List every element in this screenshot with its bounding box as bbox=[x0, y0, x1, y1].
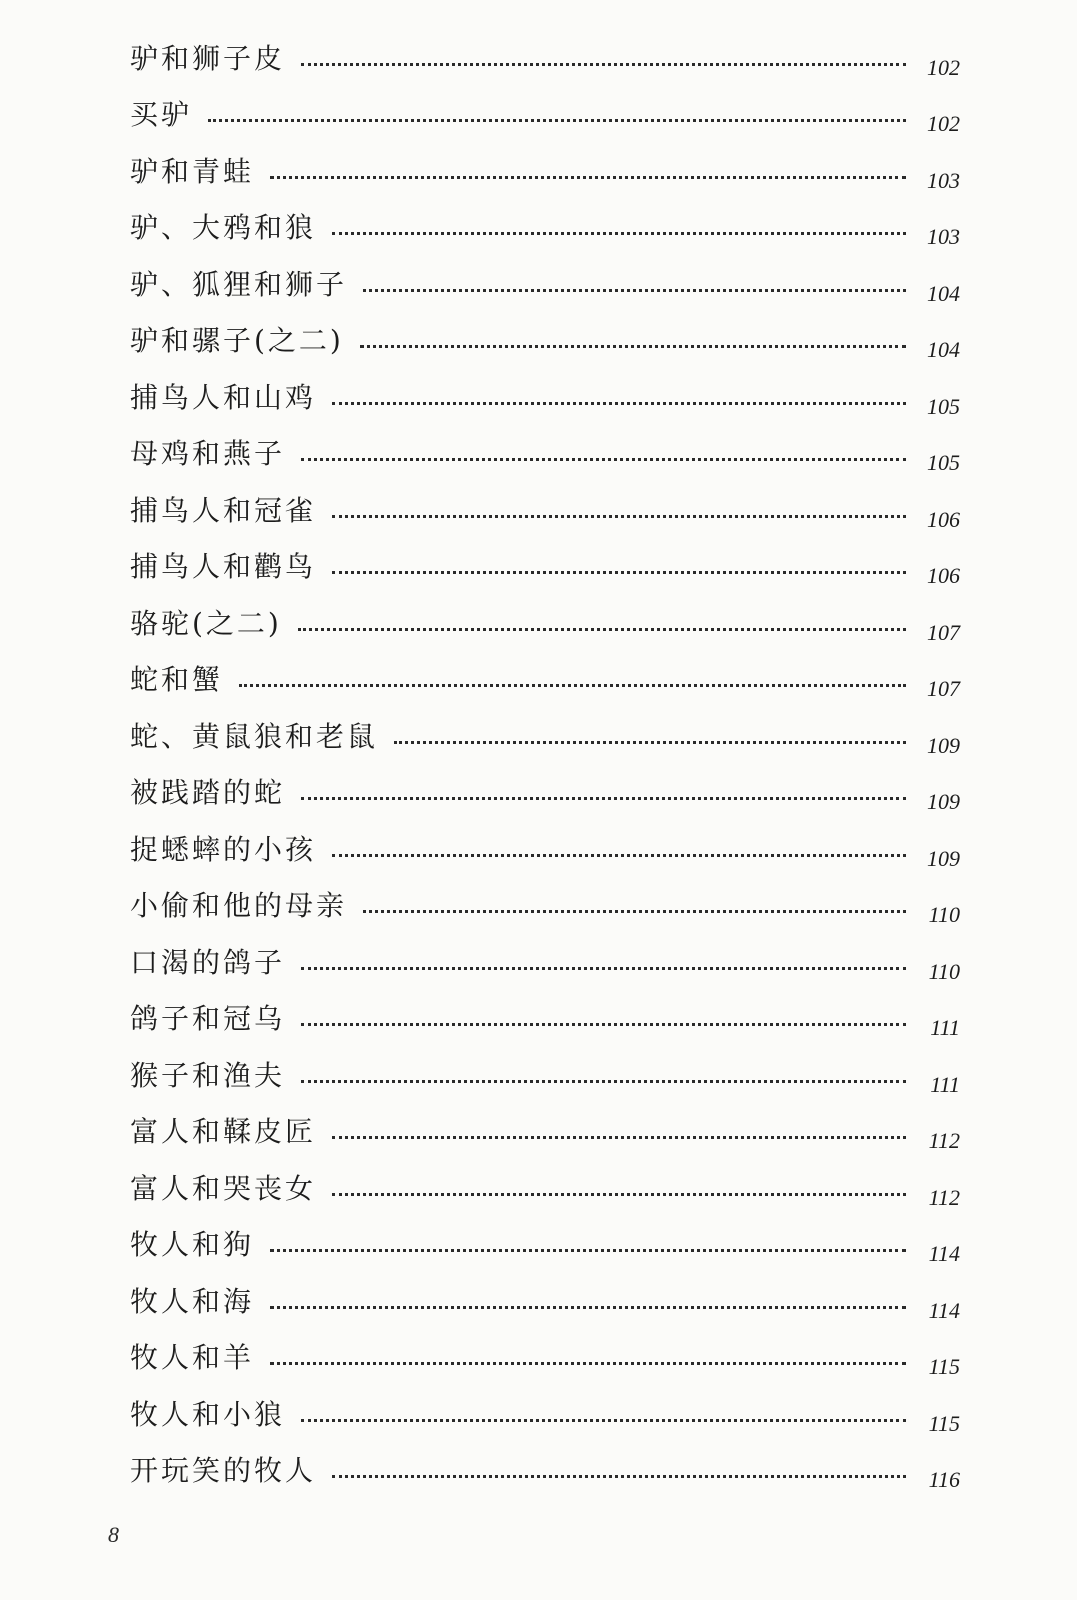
dot-leader bbox=[363, 289, 906, 292]
entry-page-number: 115 bbox=[928, 1410, 960, 1436]
entry-title: 被践踏的蛇 bbox=[130, 776, 286, 809]
toc-entry[interactable] bbox=[130, 1328, 960, 1385]
entry-page-number: 106 bbox=[927, 563, 960, 588]
toc-entry[interactable] bbox=[130, 85, 960, 142]
dot-leader bbox=[301, 63, 906, 66]
dot-leader bbox=[332, 1136, 906, 1139]
entry-title: 鸽子和冠乌 bbox=[130, 1002, 286, 1035]
entry-title: 驴和狮子皮 bbox=[130, 41, 286, 75]
entry-title: 富人和哭丧女 bbox=[130, 1171, 317, 1205]
entry-title: 牧人和狗 bbox=[130, 1228, 255, 1261]
dot-leader bbox=[301, 797, 906, 800]
entry-page-number: 107 bbox=[927, 676, 960, 701]
entry-title: 牧人和海 bbox=[130, 1284, 255, 1318]
dot-leader bbox=[394, 741, 906, 744]
entry-page-number: 106 bbox=[927, 506, 960, 532]
toc-entry[interactable] bbox=[130, 480, 960, 537]
dot-leader bbox=[332, 402, 906, 405]
toc-entry[interactable] bbox=[130, 1441, 960, 1498]
entry-title: 蛇和蟹 bbox=[130, 663, 224, 696]
entry-page-number: 109 bbox=[927, 845, 960, 871]
entry-page-number: 102 bbox=[927, 111, 960, 136]
toc-entry[interactable] bbox=[130, 593, 960, 650]
entry-page-number: 112 bbox=[928, 1128, 960, 1153]
entry-title: 开玩笑的牧人 bbox=[130, 1454, 317, 1487]
toc-entry[interactable] bbox=[130, 1158, 960, 1215]
toc-entry[interactable] bbox=[130, 254, 960, 311]
toc-entry[interactable] bbox=[130, 1102, 960, 1159]
dot-leader bbox=[332, 1475, 906, 1478]
dot-leader bbox=[270, 1306, 906, 1309]
toc-entry[interactable] bbox=[130, 367, 960, 424]
table-of-contents bbox=[130, 28, 960, 1497]
toc-entry[interactable] bbox=[130, 706, 960, 763]
entry-page-number: 107 bbox=[927, 619, 960, 645]
entry-title: 捉蟋蟀的小孩 bbox=[130, 832, 317, 866]
entry-title: 小偷和他的母亲 bbox=[130, 889, 348, 922]
entry-title: 牧人和小狼 bbox=[130, 1397, 286, 1431]
dot-leader bbox=[332, 571, 906, 574]
entry-page-number: 111 bbox=[930, 1071, 960, 1097]
entry-title: 买驴 bbox=[130, 98, 193, 131]
dot-leader bbox=[270, 176, 906, 179]
dot-leader bbox=[301, 1080, 906, 1083]
dot-leader bbox=[332, 232, 906, 235]
entry-title: 驴和骡子(之二) bbox=[130, 324, 344, 357]
entry-title: 驴、大鸦和狼 bbox=[130, 211, 317, 244]
entry-title: 母鸡和燕子 bbox=[130, 437, 286, 470]
toc-entry[interactable] bbox=[130, 311, 960, 368]
toc-entry[interactable] bbox=[130, 198, 960, 255]
dot-leader bbox=[298, 628, 906, 631]
page-number: 8 bbox=[108, 1522, 119, 1547]
toc-entry[interactable] bbox=[130, 1384, 960, 1441]
toc-entry[interactable] bbox=[130, 763, 960, 820]
toc-entry[interactable] bbox=[130, 1045, 960, 1102]
dot-leader bbox=[208, 119, 906, 122]
dot-leader bbox=[363, 910, 906, 913]
entry-page-number: 104 bbox=[927, 337, 960, 362]
entry-page-number: 102 bbox=[927, 54, 960, 80]
toc-entry[interactable] bbox=[130, 989, 960, 1046]
entry-page-number: 114 bbox=[928, 1297, 960, 1323]
entry-title: 口渴的鸽子 bbox=[130, 945, 286, 979]
dot-leader bbox=[332, 515, 906, 518]
dot-leader bbox=[239, 684, 906, 687]
entry-title: 猴子和渔夫 bbox=[130, 1058, 286, 1092]
entry-page-number: 105 bbox=[927, 393, 960, 419]
entry-page-number: 109 bbox=[927, 789, 960, 814]
toc-entry[interactable] bbox=[130, 1271, 960, 1328]
toc-entry[interactable] bbox=[130, 424, 960, 481]
entry-page-number: 103 bbox=[927, 224, 960, 249]
dot-leader bbox=[360, 345, 906, 348]
toc-entry[interactable] bbox=[130, 932, 960, 989]
toc-entry[interactable] bbox=[130, 876, 960, 933]
entry-title: 捕鸟人和山鸡 bbox=[130, 380, 317, 414]
entry-page-number: 105 bbox=[927, 450, 960, 475]
entry-page-number: 111 bbox=[930, 1015, 960, 1040]
entry-title: 富人和鞣皮匠 bbox=[130, 1115, 317, 1148]
entry-page-number: 114 bbox=[928, 1241, 960, 1266]
toc-entry[interactable] bbox=[130, 28, 960, 85]
entry-page-number: 104 bbox=[927, 280, 960, 306]
dot-leader bbox=[301, 1419, 906, 1422]
entry-title: 骆驼(之二) bbox=[130, 606, 282, 640]
entry-page-number: 109 bbox=[927, 732, 960, 758]
entry-page-number: 115 bbox=[928, 1354, 960, 1379]
entry-page-number: 103 bbox=[927, 167, 960, 193]
entry-page-number: 110 bbox=[928, 958, 960, 984]
dot-leader bbox=[332, 1193, 906, 1196]
entry-title: 驴和青蛙 bbox=[130, 154, 255, 188]
toc-entry[interactable] bbox=[130, 1215, 960, 1272]
dot-leader bbox=[301, 1023, 906, 1026]
entry-title: 驴、狐狸和狮子 bbox=[130, 267, 348, 301]
dot-leader bbox=[270, 1362, 906, 1365]
entry-title: 捕鸟人和冠雀 bbox=[130, 493, 317, 527]
toc-entry[interactable] bbox=[130, 537, 960, 594]
entry-title: 蛇、黄鼠狼和老鼠 bbox=[130, 719, 379, 753]
toc-entry[interactable] bbox=[130, 141, 960, 198]
entry-page-number: 110 bbox=[928, 902, 960, 927]
dot-leader bbox=[301, 458, 906, 461]
dot-leader bbox=[270, 1249, 906, 1252]
entry-title: 捕鸟人和鹳鸟 bbox=[130, 550, 317, 583]
entry-page-number: 116 bbox=[928, 1467, 960, 1492]
entry-page-number: 112 bbox=[928, 1184, 960, 1210]
dot-leader bbox=[301, 967, 906, 970]
toc-entry[interactable] bbox=[130, 650, 960, 707]
toc-entry[interactable] bbox=[130, 819, 960, 876]
dot-leader bbox=[332, 854, 906, 857]
entry-title: 牧人和羊 bbox=[130, 1341, 255, 1374]
